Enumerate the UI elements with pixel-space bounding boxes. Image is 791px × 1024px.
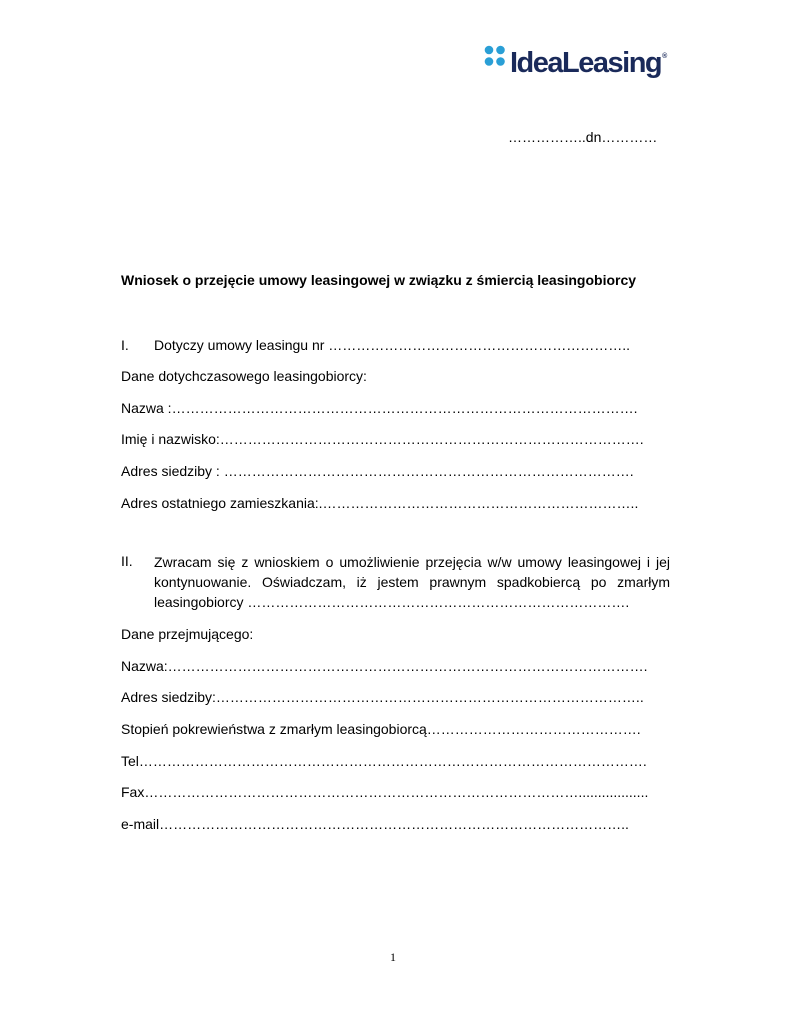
document-title: Wniosek o przejęcie umowy leasingowej w związku z śmiercią leasingobiorcy xyxy=(121,272,637,288)
previous-lessee-name-field: Nazwa :………………………………………………………………………………………. xyxy=(121,400,638,416)
logo-text-idea: Idea xyxy=(510,47,563,79)
previous-lessee-address-field: Adres siedziby : ……………………………………………………………………………. xyxy=(121,463,634,479)
date-line: ……………..dn………… xyxy=(508,129,658,145)
new-lessee-name-field: Nazwa:…………………………………………………………………………………………. xyxy=(121,658,648,674)
previous-lessee-fullname-field: Imię i nazwisko:………………………………………………………………………………. xyxy=(121,431,644,447)
idea-leasing-logo xyxy=(484,40,680,79)
phone-field: Tel………………………………………………………………………………………………. xyxy=(121,753,647,769)
previous-lessee-last-residence-field: Adres ostatniego zamieszkania:.………………………………………………………….. xyxy=(121,495,639,511)
registered-mark: ® xyxy=(662,53,668,60)
section-1-number: I. xyxy=(121,337,129,353)
logo-dots-icon xyxy=(484,45,506,67)
logo-wordmark xyxy=(510,40,667,80)
page-number: 1 xyxy=(390,950,396,964)
new-lessee-address-field: Adres siedziby:……………………………………………………………………………….. xyxy=(121,689,644,705)
new-lessee-heading: Dane przejmującego: xyxy=(121,626,254,642)
logo-text-leasing: Leasing xyxy=(562,47,662,79)
kinship-field: Stopień pokrewieństwa z zmarłym leasingobiorcą………………………………………. xyxy=(121,721,641,737)
contract-number-field: Dotyczy umowy leasingu nr ……………………………………………………….. xyxy=(154,337,631,353)
previous-lessee-heading: Dane dotychczasowego leasingobiorcy: xyxy=(121,368,367,384)
section-2-paragraph: Zwracam się z wnioskiem o umożliwienie przejęcia w/w umowy leasingowej i jej kontynuowanie. Oświadczam, iż jestem prawnym spadkobiercą po zmarłym leasingobiorcy ………………………………………………………………………. xyxy=(154,554,670,610)
email-field: e-mail……………………………………………………………………………………….. xyxy=(121,816,629,832)
section-2-number: II. xyxy=(121,553,133,569)
fax-field: Fax………………………………………………………………………………….................. xyxy=(121,784,649,800)
